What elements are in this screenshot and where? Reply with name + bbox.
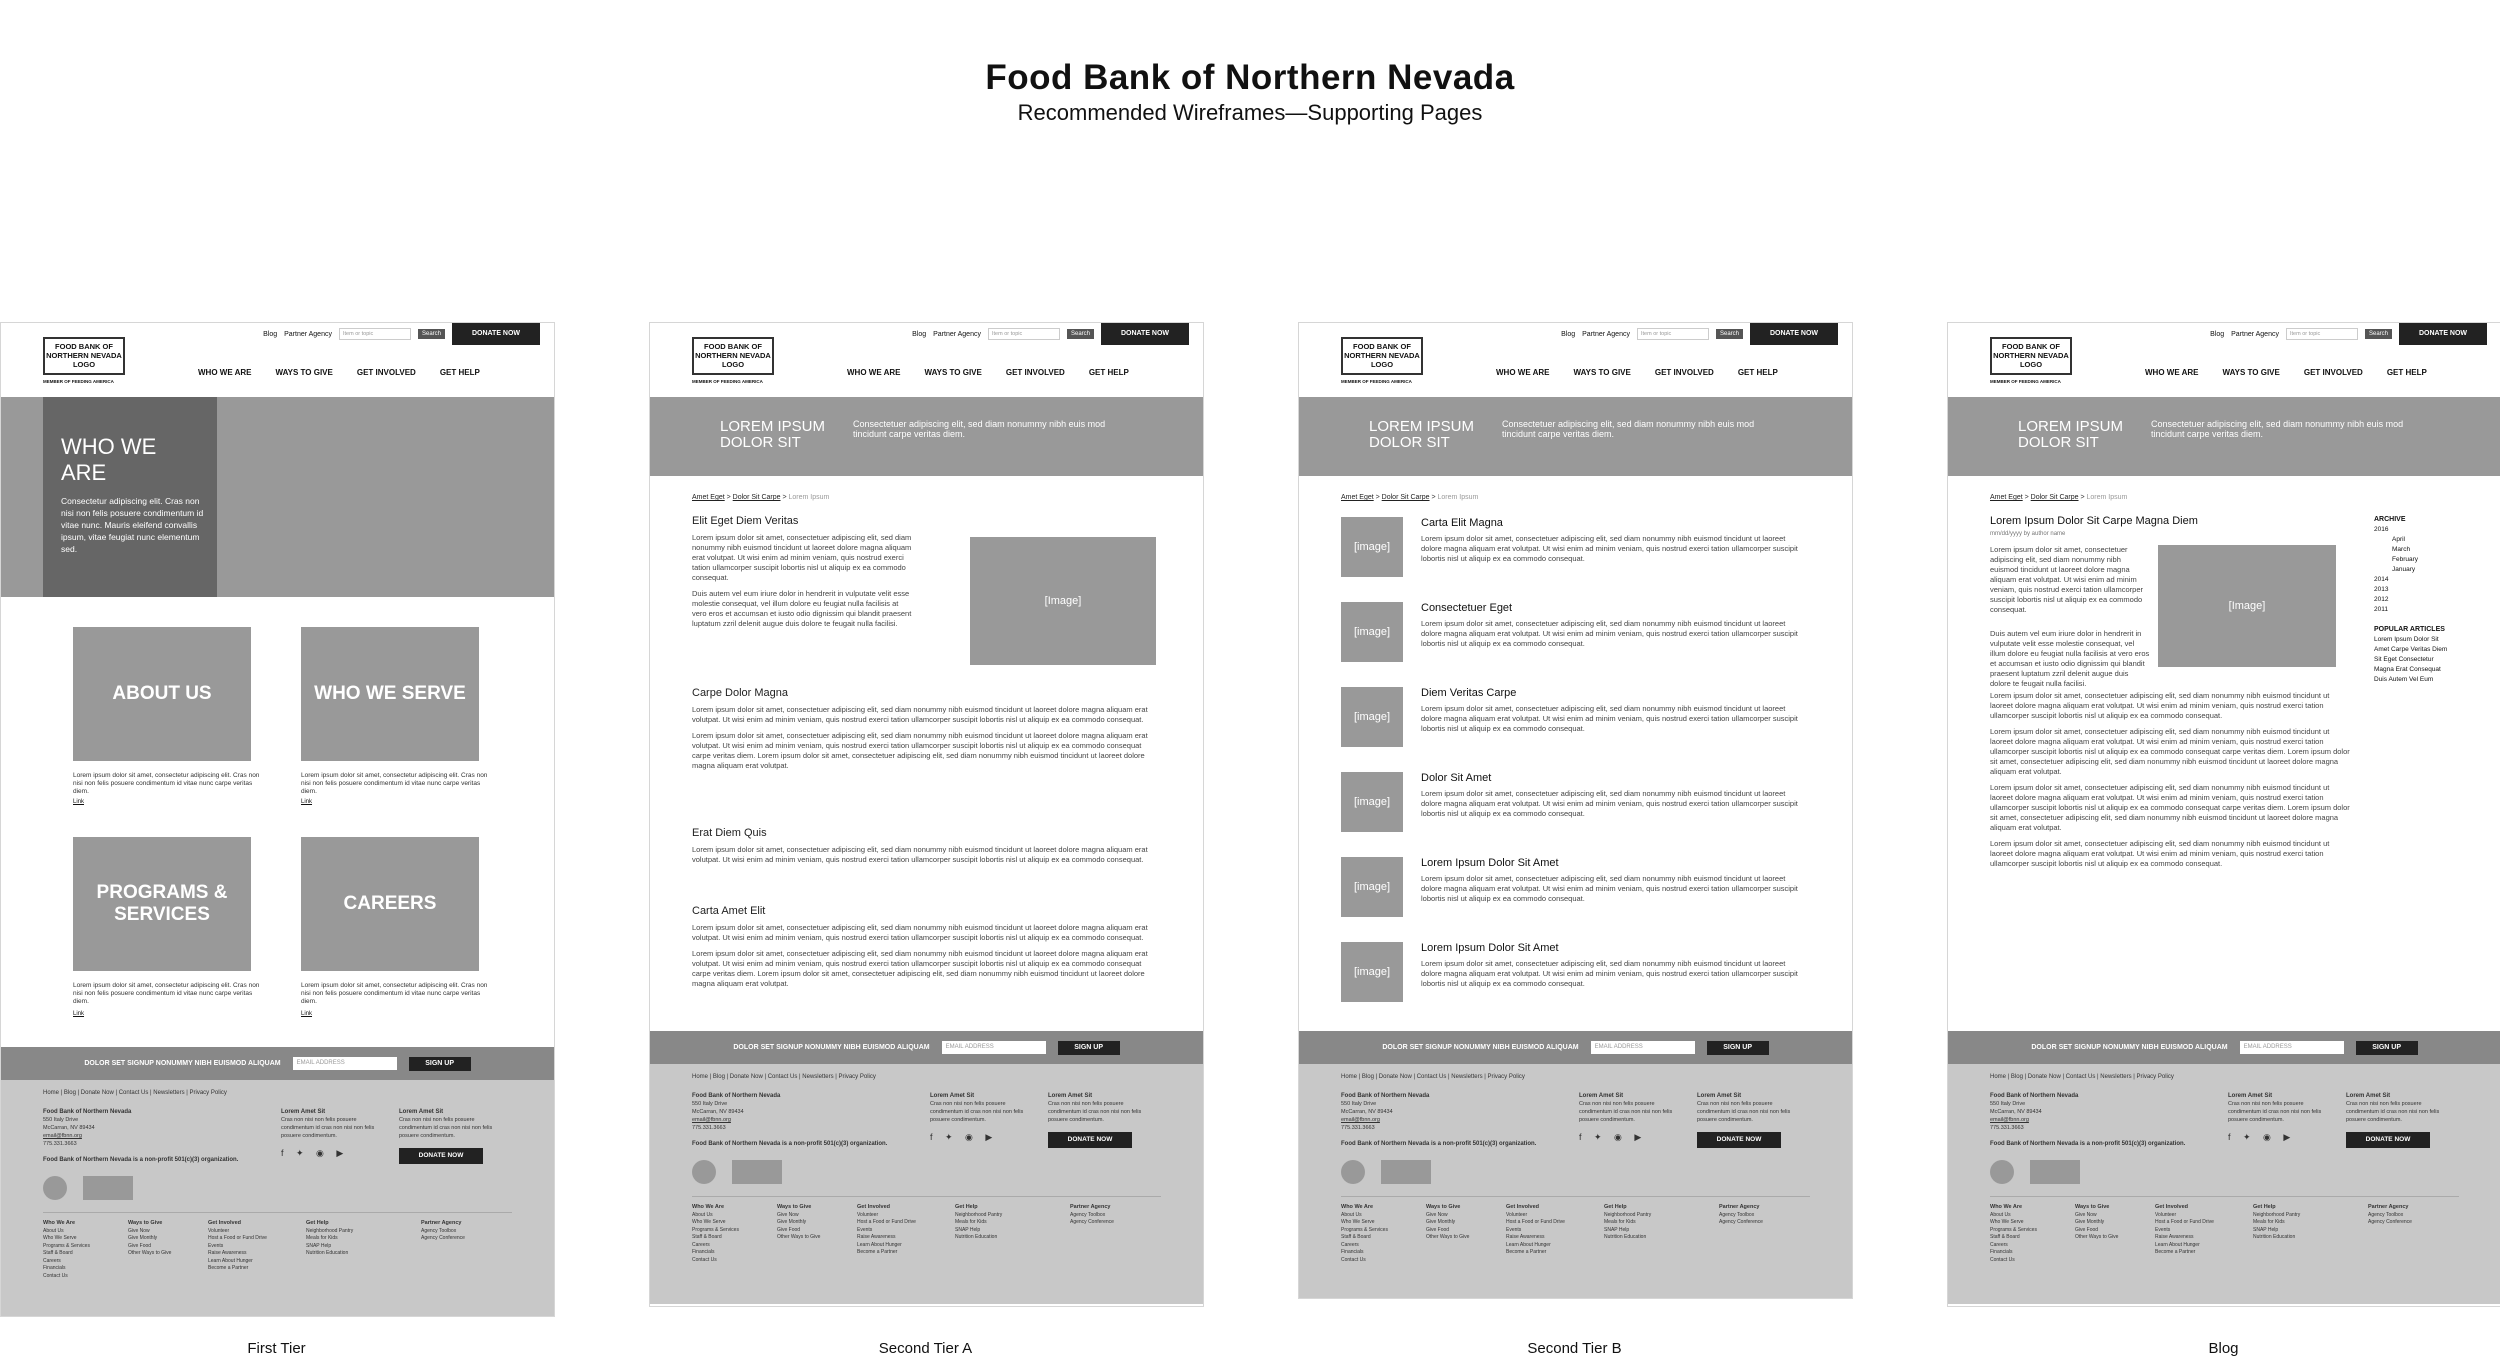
post-body: Duis autem vel eum iriure dolor in hendrerit in vulputate velit esse molestie consequat, vel illum dolore eu feugiat nulla facilisis at vero eros et accumsan et iusto odio dignissim qui blandit praesent luptatum zzril delenit augue duis dolore te feugait nulla facilisi. xyxy=(1990,629,2150,688)
tile-desc: Lorem ipsum dolor sit amet, consectetur adipiscing elit. Cras non nisi non felis posuere condimentum id vitae nunc carpe veritas diem. xyxy=(301,982,488,1005)
signup-text: DOLOR SET SIGNUP NONUMMY NIBH EUISMOD ALIQUAM xyxy=(2031,1044,2228,1051)
blog-link[interactable]: Blog xyxy=(1561,330,1576,338)
hero-desc: Consectetuer adipiscing elit, sed diam nonummy nibh euis mod tincidunt carpe veritas diem. xyxy=(853,419,1106,439)
tile-programs-services[interactable]: PROGRAMS & SERVICES xyxy=(73,837,251,971)
nav-ways-to-give[interactable]: WAYS TO GIVE xyxy=(924,368,982,377)
hero-title: WHO WE ARE xyxy=(61,434,157,485)
tile-link[interactable]: Link xyxy=(73,799,85,805)
image-placeholder: [image] xyxy=(1341,772,1403,832)
page-title: Food Bank of Northern Nevada xyxy=(985,58,1515,97)
post-meta: mm/dd/yyyy by author name xyxy=(1990,531,2066,537)
footer-links[interactable]: Home | Blog | Donate Now | Contact Us | Newsletters | Privacy Policy xyxy=(1341,1074,1525,1080)
hero-title: LOREM IPSUM DOLOR SIT xyxy=(2018,418,2124,451)
search-input[interactable]: Item or topic xyxy=(1637,328,1709,340)
site-footer xyxy=(1299,1064,1852,1299)
signup-button[interactable]: SIGN UP xyxy=(409,1057,471,1071)
hero-title: LOREM IPSUM DOLOR SIT xyxy=(1369,418,1475,451)
footer-contact: Food Bank of Northern Nevada 550 Italy Drive McCarran, NV 89434 email@fbnn.org 775.331.3663 Food Bank of Northern Nevada is a non-profit 501(c)(3) organization. xyxy=(692,1093,888,1147)
tile-desc: Lorem ipsum dolor sit amet, consectetur adipiscing elit. Cras non nisi non felis posuere condimentum id vitae nunc carpe veritas diem. xyxy=(73,982,260,1005)
site-footer xyxy=(1948,1064,2500,1304)
archive-month[interactable]: March xyxy=(2392,546,2411,553)
search-input[interactable]: Item or topic xyxy=(339,328,411,340)
footer-donate-button[interactable]: DONATE NOW xyxy=(1697,1132,1781,1148)
tile-link[interactable]: Link xyxy=(301,1011,313,1017)
nav-get-involved[interactable]: GET INVOLVED xyxy=(1005,368,1065,377)
footer-contact: Food Bank of Northern Nevada 550 Italy Drive McCarran, NV 89434 email@fbnn.org 775.331.3663 Food Bank of Northern Nevada is a non-profit 501(c)(3) organization. xyxy=(43,1109,239,1163)
logo[interactable]: FOOD BANK OF NORTHERN NEVADA LOGO xyxy=(1990,337,2072,375)
signup-text: DOLOR SET SIGNUP NONUMMY NIBH EUISMOD ALIQUAM xyxy=(84,1060,281,1067)
image-placeholder: [Image] xyxy=(2158,545,2336,667)
archive-month[interactable]: February xyxy=(2392,556,2419,563)
item-body: Lorem ipsum dolor sit amet, consectetuer adipiscing elit, sed diam nonummy nibh euismod tincidunt ut laoreet dolore magna aliquam erat volutpat. Ut wisi enim ad minim veniam, quis nostrud exerci tation ullamcorper suscipit lobortis nisl ut aliquip ex ea commodo consequat. xyxy=(1421,874,1798,903)
signup-bar xyxy=(1,1047,554,1080)
footer-col-1: Lorem Amet Sit Cras non nisi non felis posuere condimentum id cras non nisi non felis posuere condimentum. xyxy=(930,1093,1024,1123)
badge-rect xyxy=(732,1160,782,1184)
item-title: Consectetuer Eget xyxy=(1421,602,1513,614)
archive-year[interactable]: 2012 xyxy=(2374,596,2389,603)
popular-article[interactable]: Lorem Ipsum Dolor Sit xyxy=(2374,636,2439,643)
sitemap-col[interactable]: Who We Are About Us Who We Serve Programs & Services Staff & Board Careers Financials Contact Us xyxy=(1341,1204,1388,1263)
nav-get-help[interactable]: GET HELP xyxy=(1088,368,1129,377)
item-body: Lorem ipsum dolor sit amet, consectetuer adipiscing elit, sed diam nonummy nibh euismod tincidunt ut laoreet dolore magna aliquam erat volutpat. Ut wisi enim ad minim veniam, quis nostrud exerci tation ullamcorper suscipit lobortis nisl ut aliquip ex ea commodo consequat. xyxy=(1421,534,1798,563)
hero-banner xyxy=(1948,397,2500,476)
blog-link[interactable]: Blog xyxy=(2210,330,2225,338)
image-placeholder: [image] xyxy=(1341,517,1403,577)
image-placeholder: [image] xyxy=(1341,602,1403,662)
badge-rect xyxy=(1381,1160,1431,1184)
item-title: Dolor Sit Amet xyxy=(1421,772,1492,784)
footer-col-1: Lorem Amet Sit Cras non nisi non felis posuere condimentum id cras non nisi non felis posuere condimentum. xyxy=(2228,1093,2322,1123)
footer-contact: Food Bank of Northern Nevada 550 Italy Drive McCarran, NV 89434 email@fbnn.org 775.331.3663 Food Bank of Northern Nevada is a non-profit 501(c)(3) organization. xyxy=(1341,1093,1537,1147)
footer-divider xyxy=(1990,1196,2459,1197)
section-body: Lorem ipsum dolor sit amet, consectetuer adipiscing elit, sed diam nonummy nibh euismod tincidunt ut laoreet dolore magna aliquam erat volutpat. Ut wisi enim ad minim veniam, quis nostrud exerci tation ullamcorper suscipit lobortis nisl ut aliquip ex ea commodo consequat. xyxy=(692,705,1148,724)
archive-month[interactable]: January xyxy=(2392,566,2416,573)
nav-who-we-are[interactable]: WHO WE ARE xyxy=(2145,368,2199,377)
breadcrumb[interactable]: Amet Eget > Dolor Sit Carpe > Lorem Ipsum xyxy=(1341,494,1479,501)
logo[interactable]: FOOD BANK OF NORTHERN NEVADA LOGO xyxy=(692,337,774,375)
item-title: Diem Veritas Carpe xyxy=(1421,687,1517,699)
sitemap-col[interactable]: Get Help Neighborhood Pantry Meals for Kids SNAP Help Nutrition Education xyxy=(1604,1204,1652,1240)
search-button[interactable]: Search xyxy=(418,329,445,339)
section-heading: Carta Amet Elit xyxy=(692,905,766,917)
item-body: Lorem ipsum dolor sit amet, consectetuer adipiscing elit, sed diam nonummy nibh euismod tincidunt ut laoreet dolore magna aliquam erat volutpat. Ut wisi enim ad minim veniam, quis nostrud exerci tation ullamcorper suscipit lobortis nisl ut aliquip ex ea commodo consequat. xyxy=(1421,959,1798,988)
nav-get-help[interactable]: GET HELP xyxy=(2386,368,2427,377)
footer-links[interactable]: Home | Blog | Donate Now | Contact Us | Newsletters | Privacy Policy xyxy=(43,1090,227,1096)
wireframe-blog xyxy=(1947,322,2500,1307)
badge-rect xyxy=(83,1176,133,1200)
search-input[interactable]: Item or topic xyxy=(2286,328,2358,340)
image-placeholder: [image] xyxy=(1341,687,1403,747)
archive-year[interactable]: 2011 xyxy=(2374,606,2388,613)
tile-desc: Lorem ipsum dolor sit amet, consectetur adipiscing elit. Cras non nisi non felis posuere condimentum id vitae nunc carpe veritas diem. xyxy=(73,772,260,795)
nav-ways-to-give[interactable]: WAYS TO GIVE xyxy=(275,368,333,377)
item-title: Lorem Ipsum Dolor Sit Amet xyxy=(1421,857,1559,869)
footer-donate-button[interactable]: DONATE NOW xyxy=(399,1148,483,1164)
donate-button[interactable]: DONATE NOW xyxy=(2399,323,2487,345)
partner-link[interactable]: Partner Agency xyxy=(1582,330,1630,338)
post-body: Lorem ipsum dolor sit amet, consectetuer adipiscing elit, sed diam nonummy nibh euismod tincidunt ut laoreet dolore magna aliquam erat volutpat. Ut wisi enim ad minim veniam, quis nostrud exerci tation ullamcorper suscipit lobortis nisl ut aliquip ex ea commodo consequat. xyxy=(1990,545,2143,614)
footer-col-2: Lorem Amet Sit Cras non nisi non felis posuere condimentum id cras non nisi non felis posuere condimentum. xyxy=(1048,1093,1142,1123)
email-input[interactable]: EMAIL ADDRESS xyxy=(1591,1041,1695,1054)
sitemap-col[interactable]: Get Help Neighborhood Pantry Meals for Kids SNAP Help Nutrition Education xyxy=(955,1204,1003,1240)
site-header xyxy=(650,323,1203,397)
social-icons[interactable]: f ✦ ◉ ▶ xyxy=(281,1148,349,1158)
sitemap-col[interactable]: Get Involved Volunteer Host a Food or Fund Drive Events Raise Awareness Learn About Hunger Become a Partner xyxy=(1506,1204,1565,1255)
breadcrumb[interactable]: Amet Eget > Dolor Sit Carpe > Lorem Ipsum xyxy=(692,494,830,501)
social-icons[interactable]: f ✦ ◉ ▶ xyxy=(2228,1132,2296,1142)
sitemap-col[interactable]: Get Involved Volunteer Host a Food or Fund Drive Events Raise Awareness Learn About Hunger Become a Partner xyxy=(208,1220,267,1271)
nav-get-involved[interactable]: GET INVOLVED xyxy=(356,368,416,377)
tile-who-we-serve[interactable]: WHO WE SERVE xyxy=(301,627,479,761)
nav-get-help[interactable]: GET HELP xyxy=(1737,368,1778,377)
blog-content xyxy=(1948,501,2500,1031)
donate-button[interactable]: DONATE NOW xyxy=(1101,323,1189,345)
footer-donate-button[interactable]: DONATE NOW xyxy=(1048,1132,1132,1148)
sitemap-col[interactable]: Partner Agency Agency Toolbox Agency Conference xyxy=(1719,1204,1763,1225)
footer-divider xyxy=(43,1212,512,1213)
hero-banner xyxy=(1,397,554,597)
social-icons[interactable]: f ✦ ◉ ▶ xyxy=(1579,1132,1647,1142)
sitemap-col[interactable]: Who We Are About Us Who We Serve Programs & Services Staff & Board Careers Financials Contact Us xyxy=(43,1220,90,1279)
signup-button[interactable]: SIGN UP xyxy=(1058,1041,1120,1055)
post-body: Lorem ipsum dolor sit amet, consectetuer adipiscing elit, sed diam nonummy nibh euismod tincidunt ut laoreet dolore magna aliquam erat volutpat. Ut wisi enim ad minim veniam, quis nostrud exerci tation ullamcorper suscipit lobortis nisl ut aliquip ex ea commodo consequat carpe veritas diem. Lorem ipsum dolor sit amet, consectetuer adipiscing elit, sed diam nonummy nibh euismod tincidunt ut laoreet dolore magna aliquam erat volutpat. xyxy=(1990,783,2350,832)
section xyxy=(692,515,912,629)
nav-get-involved[interactable]: GET INVOLVED xyxy=(1654,368,1714,377)
caption-second-tier-a: Second Tier A xyxy=(878,1340,973,1357)
image-placeholder: [image] xyxy=(1341,857,1403,917)
footer-col-2: Lorem Amet Sit Cras non nisi non felis posuere condimentum id cras non nisi non felis posuere condimentum. xyxy=(1697,1093,1791,1123)
sitemap-col[interactable]: Ways to Give Give Now Give Monthly Give Food Other Ways to Give xyxy=(2075,1204,2119,1240)
section xyxy=(692,687,1156,771)
section-heading: Erat Diem Quis xyxy=(692,827,767,839)
main-nav xyxy=(847,368,1129,377)
site-header xyxy=(1299,323,1852,397)
main-nav xyxy=(198,368,480,377)
footer-contact: Food Bank of Northern Nevada 550 Italy Drive McCarran, NV 89434 email@fbnn.org 775.331.3663 Food Bank of Northern Nevada is a non-profit 501(c)(3) organization. xyxy=(1990,1093,2186,1147)
list-area xyxy=(1299,501,1852,1031)
sitemap-col[interactable]: Partner Agency Agency Toolbox Agency Conference xyxy=(2368,1204,2412,1225)
sitemap-col[interactable]: Get Help Neighborhood Pantry Meals for Kids SNAP Help Nutrition Education xyxy=(306,1220,354,1256)
item-body: Lorem ipsum dolor sit amet, consectetuer adipiscing elit, sed diam nonummy nibh euismod tincidunt ut laoreet dolore magna aliquam erat volutpat. Ut wisi enim ad minim veniam, quis nostrud exerci tation ullamcorper suscipit lobortis nisl ut aliquip ex ea commodo consequat. xyxy=(1421,619,1798,648)
search-input[interactable]: Item or topic xyxy=(988,328,1060,340)
nav-ways-to-give[interactable]: WAYS TO GIVE xyxy=(1573,368,1631,377)
archive-sidebar xyxy=(2374,515,2447,685)
donate-button[interactable]: DONATE NOW xyxy=(1750,323,1838,345)
breadcrumb[interactable]: Amet Eget > Dolor Sit Carpe > Lorem Ipsum xyxy=(1990,494,2128,501)
email-input[interactable]: EMAIL ADDRESS xyxy=(2240,1041,2344,1054)
signup-button[interactable]: SIGN UP xyxy=(2356,1041,2418,1055)
post-body: Lorem ipsum dolor sit amet, consectetuer adipiscing elit, sed diam nonummy nibh euismod tincidunt ut laoreet dolore magna aliquam erat volutpat. Ut wisi enim ad minim veniam, quis nostrud exerci tation ullamcorper suscipit lobortis nisl ut aliquip ex ea commodo consequat. xyxy=(1990,839,2330,868)
blog-link[interactable]: Blog xyxy=(263,330,278,338)
content-area xyxy=(650,501,1203,1031)
utility-bar xyxy=(2210,323,2487,345)
footer-divider xyxy=(692,1196,1161,1197)
hero-title: LOREM IPSUM DOLOR SIT xyxy=(720,418,826,451)
nav-get-help[interactable]: GET HELP xyxy=(439,368,480,377)
footer-links[interactable]: Home | Blog | Donate Now | Contact Us | Newsletters | Privacy Policy xyxy=(692,1074,876,1080)
sitemap-col[interactable]: Who We Are About Us Who We Serve Programs & Services Staff & Board Careers Financials Contact Us xyxy=(1990,1204,2037,1263)
sitemap-col[interactable]: Get Help Neighborhood Pantry Meals for Kids SNAP Help Nutrition Education xyxy=(2253,1204,2301,1240)
blog-post xyxy=(1990,515,2350,869)
wireframe-second-tier-b xyxy=(1298,322,1853,1299)
signup-bar xyxy=(1299,1031,1852,1064)
post-body: Lorem ipsum dolor sit amet, consectetuer adipiscing elit, sed diam nonummy nibh euismod tincidunt ut laoreet dolore magna aliquam erat volutpat. Ut wisi enim ad minim veniam, quis nostrud exerci tation ullamcorper suscipit lobortis nisl ut aliquip ex ea commodo consequat carpe veritas diem. Lorem ipsum dolor sit amet, consectetuer adipiscing elit, sed diam nonummy nibh euismod tincidunt ut laoreet dolore magna aliquam erat volutpat. xyxy=(1990,727,2350,776)
section xyxy=(692,905,1156,989)
post-intro xyxy=(1990,545,2350,688)
sitemap-col[interactable]: Ways to Give Give Now Give Monthly Give Food Other Ways to Give xyxy=(777,1204,821,1240)
email-input[interactable]: EMAIL ADDRESS xyxy=(293,1057,397,1070)
tile-link[interactable]: Link xyxy=(301,799,313,805)
main-nav xyxy=(2145,368,2427,377)
utility-bar xyxy=(912,323,1189,345)
hero-banner xyxy=(1299,397,1852,476)
popular-article[interactable]: Sit Eget Consectetur xyxy=(2374,656,2434,663)
nav-ways-to-give[interactable]: WAYS TO GIVE xyxy=(2222,368,2280,377)
footer-links[interactable]: Home | Blog | Donate Now | Contact Us | Newsletters | Privacy Policy xyxy=(1990,1074,2174,1080)
search-button[interactable]: Search xyxy=(2365,329,2392,339)
section-body: Lorem ipsum dolor sit amet, consectetuer adipiscing elit, sed diam nonummy nibh euismod tincidunt ut laoreet dolore magna aliquam erat volutpat. Ut wisi enim ad minim veniam, quis nostrud exerci tation ullamcorper suscipit lobortis nisl ut aliquip ex ea commodo consequat. xyxy=(692,533,912,582)
footer-col-2: Lorem Amet Sit Cras non nisi non felis posuere condimentum id cras non nisi non felis posuere condimentum. xyxy=(2346,1093,2440,1123)
signup-button[interactable]: SIGN UP xyxy=(1707,1041,1769,1055)
section-body: Lorem ipsum dolor sit amet, consectetuer adipiscing elit, sed diam nonummy nibh euismod tincidunt ut laoreet dolore magna aliquam erat volutpat. Ut wisi enim ad minim veniam, quis nostrud exerci tation ullamcorper suscipit lobortis nisl ut aliquip ex ea commodo consequat carpe veritas diem. Lorem ipsum dolor sit amet, consectetuer adipiscing elit, sed diam nonummy nibh euismod tincidunt ut laoreet dolore magna aliquam erat volutpat. xyxy=(692,731,1148,770)
archive-year[interactable]: 2014 xyxy=(2374,576,2389,583)
sitemap-col[interactable]: Ways to Give Give Now Give Monthly Give Food Other Ways to Give xyxy=(128,1220,172,1256)
caption-blog: Blog xyxy=(2208,1340,2239,1357)
item-body: Lorem ipsum dolor sit amet, consectetuer adipiscing elit, sed diam nonummy nibh euismod tincidunt ut laoreet dolore magna aliquam erat volutpat. Ut wisi enim ad minim veniam, quis nostrud exerci tation ullamcorper suscipit lobortis nisl ut aliquip ex ea commodo consequat. xyxy=(1421,789,1798,818)
section-heading: Elit Eget Diem Veritas xyxy=(692,515,799,527)
hero-desc: Consectetuer adipiscing elit, sed diam nonummy nibh euis mod tincidunt carpe veritas diem. xyxy=(1502,419,1755,439)
partner-link[interactable]: Partner Agency xyxy=(2231,330,2279,338)
item-body: Lorem ipsum dolor sit amet, consectetuer adipiscing elit, sed diam nonummy nibh euismod tincidunt ut laoreet dolore magna aliquam erat volutpat. Ut wisi enim ad minim veniam, quis nostrud exerci tation ullamcorper suscipit lobortis nisl ut aliquip ex ea commodo consequat. xyxy=(1421,704,1798,733)
section-body: Duis autem vel eum iriure dolor in hendrerit in vulputate velit esse molestie consequat, vel illum dolore eu feugiat nulla facilisis at vero eros et accumsan et iusto odio dignissim qui blandit praesent luptatum zzril delenit augue duis dolore te feugait nulla facilisi. xyxy=(692,589,912,628)
badge-circle xyxy=(1341,1160,1365,1184)
partner-link[interactable]: Partner Agency xyxy=(933,330,981,338)
nav-get-involved[interactable]: GET INVOLVED xyxy=(2303,368,2363,377)
popular-article[interactable]: Duis Autem Vel Eum xyxy=(2374,676,2434,683)
tile-link[interactable]: Link xyxy=(73,1011,85,1017)
item-title: Carta Elit Magna xyxy=(1421,517,1503,529)
nav-who-we-are[interactable]: WHO WE ARE xyxy=(198,368,252,377)
page-subtitle: Recommended Wireframes—Supporting Pages xyxy=(1017,100,1483,125)
popular-title: POPULAR ARTICLES xyxy=(2374,626,2445,633)
caption-second-tier-b: Second Tier B xyxy=(1527,1340,1622,1357)
site-header xyxy=(1948,323,2500,397)
logo[interactable]: FOOD BANK OF NORTHERN NEVADA LOGO xyxy=(1341,337,1423,375)
sitemap-col[interactable]: Partner Agency Agency Toolbox Agency Conference xyxy=(1070,1204,1114,1225)
footer-donate-button[interactable]: DONATE NOW xyxy=(2346,1132,2430,1148)
hero-desc: Consectetur adipiscing elit. Cras non nisi non felis posuere condimentum id vitae nunc. Mauris eleifend convallis ipsum, vitae feugiat nunc elementum sed. xyxy=(61,496,204,554)
badge-circle xyxy=(43,1176,67,1200)
image-placeholder: [image] xyxy=(1341,942,1403,1002)
post-title: Lorem Ipsum Dolor Sit Carpe Magna Diem xyxy=(1990,515,2198,527)
tile-desc: Lorem ipsum dolor sit amet, consectetur adipiscing elit. Cras non nisi non felis posuere condimentum id vitae nunc carpe veritas diem. xyxy=(301,772,488,795)
search-button[interactable]: Search xyxy=(1716,329,1743,339)
footer-col-1: Lorem Amet Sit Cras non nisi non felis posuere condimentum id cras non nisi non felis posuere condimentum. xyxy=(281,1109,375,1139)
item-title: Lorem Ipsum Dolor Sit Amet xyxy=(1421,942,1559,954)
hero-banner xyxy=(650,397,1203,476)
email-input[interactable]: EMAIL ADDRESS xyxy=(942,1041,1046,1054)
signup-bar xyxy=(650,1031,1203,1064)
donate-button[interactable]: DONATE NOW xyxy=(452,323,540,345)
tile-careers[interactable]: CAREERS xyxy=(301,837,479,971)
footer-col-1: Lorem Amet Sit Cras non nisi non felis posuere condimentum id cras non nisi non felis posuere condimentum. xyxy=(1579,1093,1673,1123)
footer-col-2: Lorem Amet Sit Cras non nisi non felis posuere condimentum id cras non nisi non felis posuere condimentum. xyxy=(399,1109,493,1139)
hero-desc: Consectetuer adipiscing elit, sed diam nonummy nibh euis mod tincidunt carpe veritas diem. xyxy=(2151,419,2404,439)
popular-article[interactable]: Amet Carpe Veritas Diem xyxy=(2374,646,2448,653)
archive-year[interactable]: 2013 xyxy=(2374,586,2389,593)
member-text: MEMBER OF FEEDING AMERICA xyxy=(43,379,114,384)
section-body: Lorem ipsum dolor sit amet, consectetuer adipiscing elit, sed diam nonummy nibh euismod tincidunt ut laoreet dolore magna aliquam erat volutpat. Ut wisi enim ad minim veniam, quis nostrud exerci tation ullamcorper suscipit lobortis nisl ut aliquip ex ea commodo consequat. xyxy=(692,923,1148,942)
badge-rect xyxy=(2030,1160,2080,1184)
tile-about-us[interactable]: ABOUT US xyxy=(73,627,251,761)
wireframe-second-tier-a xyxy=(649,322,1204,1307)
logo[interactable]: FOOD BANK OF NORTHERN NEVADA LOGO xyxy=(43,337,125,375)
image-placeholder: [Image] xyxy=(970,537,1156,665)
sitemap-col[interactable]: Get Involved Volunteer Host a Food or Fund Drive Events Raise Awareness Learn About Hunger Become a Partner xyxy=(2155,1204,2214,1255)
sitemap-col[interactable]: Get Involved Volunteer Host a Food or Fund Drive Events Raise Awareness Learn About Hunger Become a Partner xyxy=(857,1204,916,1255)
blog-link[interactable]: Blog xyxy=(912,330,927,338)
section xyxy=(692,827,1156,865)
main-nav xyxy=(1496,368,1778,377)
site-footer xyxy=(650,1064,1203,1304)
signup-text: DOLOR SET SIGNUP NONUMMY NIBH EUISMOD ALIQUAM xyxy=(733,1044,930,1051)
social-icons[interactable]: f ✦ ◉ ▶ xyxy=(930,1132,998,1142)
nav-who-we-are[interactable]: WHO WE ARE xyxy=(1496,368,1550,377)
sitemap-col[interactable]: Partner Agency Agency Toolbox Agency Conference xyxy=(421,1220,465,1241)
tiles-area xyxy=(1,597,554,1047)
archive-title: ARCHIVE xyxy=(2374,516,2406,523)
section-heading: Carpe Dolor Magna xyxy=(692,687,788,699)
member-text: MEMBER OF FEEDING AMERICA xyxy=(1341,379,1412,384)
member-text: MEMBER OF FEEDING AMERICA xyxy=(692,379,763,384)
utility-bar xyxy=(1561,323,1838,345)
section-body: Lorem ipsum dolor sit amet, consectetuer adipiscing elit, sed diam nonummy nibh euismod tincidunt ut laoreet dolore magna aliquam erat volutpat. Ut wisi enim ad minim veniam, quis nostrud exerci tation ullamcorper suscipit lobortis nisl ut aliquip ex ea commodo consequat carpe veritas diem. Lorem ipsum dolor sit amet, consectetuer adipiscing elit, sed diam nonummy nibh euismod tincidunt ut laoreet dolore magna aliquam erat volutpat. xyxy=(692,949,1148,988)
wireframe-first-tier xyxy=(0,322,555,1317)
archive-month[interactable]: April xyxy=(2392,536,2406,543)
site-header xyxy=(1,323,554,397)
badge-circle xyxy=(1990,1160,2014,1184)
hero-panel xyxy=(43,397,217,597)
site-footer xyxy=(1,1080,554,1317)
signup-bar xyxy=(1948,1031,2500,1064)
archive-year[interactable]: 2016 xyxy=(2374,526,2389,533)
partner-link[interactable]: Partner Agency xyxy=(284,330,332,338)
signup-text: DOLOR SET SIGNUP NONUMMY NIBH EUISMOD ALIQUAM xyxy=(1382,1044,1579,1051)
sitemap-col[interactable]: Ways to Give Give Now Give Monthly Give Food Other Ways to Give xyxy=(1426,1204,1470,1240)
section-body: Lorem ipsum dolor sit amet, consectetuer adipiscing elit, sed diam nonummy nibh euismod tincidunt ut laoreet dolore magna aliquam erat volutpat. Ut wisi enim ad minim veniam, quis nostrud exerci tation ullamcorper suscipit lobortis nisl ut aliquip ex ea commodo consequat. xyxy=(692,845,1148,864)
caption-first-tier: First Tier xyxy=(247,1340,306,1357)
footer-divider xyxy=(1341,1196,1810,1197)
badge-circle xyxy=(692,1160,716,1184)
search-button[interactable]: Search xyxy=(1067,329,1094,339)
utility-bar xyxy=(263,323,540,345)
nav-who-we-are[interactable]: WHO WE ARE xyxy=(847,368,901,377)
post-body: Lorem ipsum dolor sit amet, consectetuer adipiscing elit, sed diam nonummy nibh euismod tincidunt ut laoreet dolore magna aliquam erat volutpat. Ut wisi enim ad minim veniam, quis nostrud exerci tation ullamcorper suscipit lobortis nisl ut aliquip ex ea commodo consequat. xyxy=(1990,691,2330,720)
sitemap-col[interactable]: Who We Are About Us Who We Serve Programs & Services Staff & Board Careers Financials Contact Us xyxy=(692,1204,739,1263)
member-text: MEMBER OF FEEDING AMERICA xyxy=(1990,379,2061,384)
popular-article[interactable]: Magna Erat Consequat xyxy=(2374,666,2441,673)
